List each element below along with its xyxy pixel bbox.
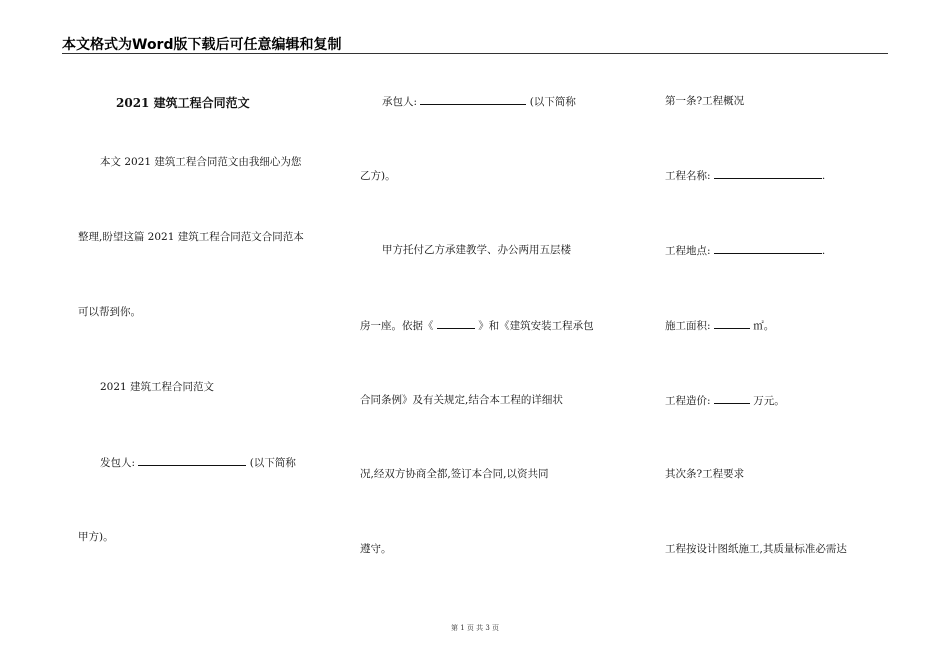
regulation-blank	[437, 318, 475, 329]
party-b-label: 承包人:	[382, 96, 418, 108]
project-name-label: 工程名称:	[665, 170, 711, 182]
party-a-label: 发包人:	[100, 457, 136, 469]
column-1	[78, 0, 328, 672]
area-line	[665, 318, 774, 333]
project-site-blank	[714, 243, 822, 254]
cost-line	[665, 393, 785, 408]
requirement-line: 工程按设计图纸施工,其质量标准必需达	[665, 543, 847, 555]
column-3	[665, 0, 887, 672]
party-b-blank	[420, 94, 526, 105]
project-site-label: 工程地点:	[665, 245, 711, 257]
party-a-suffix: (以下简称	[249, 457, 296, 469]
area-blank	[714, 318, 750, 329]
party-a-line	[100, 455, 296, 470]
party-a-end: 甲方)。	[78, 531, 114, 543]
cost-label: 工程造价:	[665, 395, 711, 407]
party-a-blank	[138, 455, 246, 466]
project-name-line: 工程名称: .	[665, 170, 826, 182]
body-line-4: 况,经双方协商全都,签订本合同,以资共同	[360, 468, 549, 480]
body-line-3: 合同条例》及有关规定,结合本工程的详细状	[360, 394, 563, 406]
body-line-5: 遵守。	[360, 543, 392, 555]
project-site-line: 工程地点: .	[665, 245, 826, 257]
article-1-heading: 第一条?工程概况	[665, 95, 745, 107]
party-b-suffix: (以下简称	[529, 96, 576, 108]
intro-line-1: 本文 2021 建筑工程合同范文由我细心为您	[100, 156, 302, 168]
document-header: 本文格式为Word版下载后可任意编辑和复制	[62, 37, 342, 53]
project-name-blank	[714, 168, 822, 179]
intro-line-2: 整理,盼望这篇 2021 建筑工程合同范文合同范本	[78, 231, 304, 243]
body-line-1: 甲方托付乙方承建教学、办公两用五层楼	[382, 244, 571, 256]
cost-blank	[714, 393, 750, 404]
intro-line-3: 可以帮到你。	[78, 306, 141, 318]
article-2-heading: 其次条?工程要求	[665, 468, 745, 480]
party-b-end: 乙方)。	[360, 170, 396, 182]
body-line-2a: 房一座。依据《	[360, 320, 434, 332]
contract-title: 2021 建筑工程合同范文	[116, 96, 250, 110]
area-unit: ㎡。	[753, 320, 775, 332]
cost-unit: 万元。	[753, 395, 785, 407]
area-label: 施工面积:	[665, 320, 711, 332]
party-b-line	[382, 94, 576, 109]
page-footer: 第 1 页 共 3 页	[450, 624, 500, 632]
subtitle: 2021 建筑工程合同范文	[100, 381, 215, 393]
body-line-2	[360, 318, 594, 333]
body-line-2b: 》和《建筑安装工程承包	[478, 320, 594, 332]
column-2	[360, 0, 622, 672]
